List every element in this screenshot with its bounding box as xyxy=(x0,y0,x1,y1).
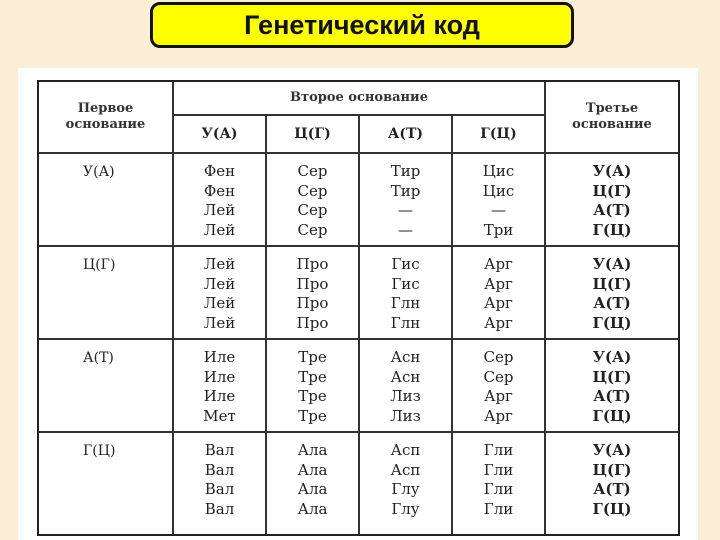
third-base: Ц(Г) xyxy=(592,181,632,200)
amino-acid: Асн xyxy=(390,348,421,366)
amino-acid: Арг xyxy=(484,406,513,425)
amino-acid: Мет xyxy=(203,406,236,425)
amino-acid-column xyxy=(360,340,453,433)
amino-acid: Вал xyxy=(204,460,235,479)
amino-acid-column xyxy=(453,154,546,247)
third-base: А(Т) xyxy=(593,480,631,498)
third-base: У(А) xyxy=(592,441,632,459)
amino-acid: Арг xyxy=(484,313,513,332)
amino-acid: — xyxy=(398,220,413,239)
amino-acid-column xyxy=(453,247,546,340)
amino-acid: Гис xyxy=(391,274,420,293)
page-title: Генетический код xyxy=(244,9,480,40)
amino-acid: Лиз xyxy=(390,387,421,405)
amino-acid: Глу xyxy=(391,480,420,498)
amino-acid: Асп xyxy=(390,441,421,459)
amino-acid: Ала xyxy=(297,480,328,498)
amino-acid: Лей xyxy=(203,201,236,219)
amino-acid-column xyxy=(267,247,360,340)
third-base: Ц(Г) xyxy=(592,274,632,293)
amino-acid-column xyxy=(174,340,267,433)
first-base-label: Г(Ц) xyxy=(39,433,174,534)
third-base: А(Т) xyxy=(593,294,631,312)
amino-acid: Лей xyxy=(203,255,236,273)
third-base-column xyxy=(546,340,678,433)
amino-acid: Тре xyxy=(298,406,327,425)
amino-acid: Вал xyxy=(204,499,235,518)
amino-acid: Арг xyxy=(484,294,513,312)
amino-acid: Цис xyxy=(482,181,515,200)
amino-acid: Лей xyxy=(203,294,236,312)
amino-acid: Сер xyxy=(297,162,328,180)
amino-acid-column xyxy=(174,433,267,534)
amino-acid: Сер xyxy=(297,201,328,219)
genetic-code-table xyxy=(37,80,680,536)
amino-acid: Ала xyxy=(297,460,328,479)
third-base: А(Т) xyxy=(593,201,631,219)
amino-acid: Про xyxy=(296,255,329,273)
amino-acid: Про xyxy=(296,294,329,312)
amino-acid: Асп xyxy=(390,460,421,479)
amino-acid: Лей xyxy=(203,274,236,293)
amino-acid: Сер xyxy=(483,348,514,366)
third-base: А(Т) xyxy=(593,387,631,405)
amino-acid: Арг xyxy=(484,255,513,273)
amino-acid-column xyxy=(267,340,360,433)
amino-acid: Тир xyxy=(390,181,421,200)
amino-acid: Сер xyxy=(483,367,514,386)
first-base-label: У(А) xyxy=(39,154,174,247)
amino-acid: Асн xyxy=(390,367,421,386)
amino-acid: Глн xyxy=(390,313,421,332)
amino-acid-column xyxy=(360,247,453,340)
amino-acid: Иле xyxy=(203,387,236,405)
first-base-label: А(Т) xyxy=(39,340,174,433)
third-base: Ц(Г) xyxy=(592,367,632,386)
third-base: Г(Ц) xyxy=(592,406,632,425)
second-col-header: У(А) xyxy=(174,116,267,154)
amino-acid: Фен xyxy=(203,162,236,180)
amino-acid: Глн xyxy=(390,294,421,312)
amino-acid: Ала xyxy=(297,441,328,459)
amino-acid: — xyxy=(491,201,506,219)
amino-acid: Гли xyxy=(483,460,514,479)
amino-acid: Тре xyxy=(298,387,327,405)
third-base: Г(Ц) xyxy=(592,313,632,332)
amino-acid-column xyxy=(360,433,453,534)
third-base: Г(Ц) xyxy=(592,499,632,518)
second-base-header: Второе основание xyxy=(174,82,546,116)
amino-acid: Про xyxy=(296,313,329,332)
second-col-header: Г(Ц) xyxy=(453,116,546,154)
amino-acid: Лей xyxy=(203,313,236,332)
amino-acid: — xyxy=(398,201,413,219)
amino-acid: Гли xyxy=(483,441,514,459)
second-col-header: Ц(Г) xyxy=(267,116,360,154)
third-base-column xyxy=(546,247,678,340)
third-base: У(А) xyxy=(592,255,632,273)
amino-acid: Цис xyxy=(482,162,515,180)
third-base-header: Третье основание xyxy=(546,82,678,154)
amino-acid-column xyxy=(174,154,267,247)
amino-acid: Гис xyxy=(391,255,420,273)
amino-acid-column xyxy=(267,433,360,534)
amino-acid: Про xyxy=(296,274,329,293)
amino-acid: Тре xyxy=(298,348,327,366)
amino-acid: Арг xyxy=(484,387,513,405)
third-base: У(А) xyxy=(592,162,632,180)
amino-acid: Сер xyxy=(297,220,328,239)
amino-acid: Иле xyxy=(203,367,236,386)
amino-acid: Арг xyxy=(484,274,513,293)
first-base-label: Ц(Г) xyxy=(39,247,174,340)
amino-acid: Фен xyxy=(203,181,236,200)
amino-acid-column xyxy=(360,154,453,247)
amino-acid: Лиз xyxy=(390,406,421,425)
amino-acid-column xyxy=(267,154,360,247)
amino-acid: Лей xyxy=(203,220,236,239)
third-base-column xyxy=(546,433,678,534)
amino-acid: Гли xyxy=(483,480,514,498)
amino-acid: Ала xyxy=(297,499,328,518)
third-base: Ц(Г) xyxy=(592,460,632,479)
amino-acid: Тре xyxy=(298,367,327,386)
amino-acid: Тир xyxy=(390,162,421,180)
second-col-header: А(Т) xyxy=(360,116,453,154)
amino-acid: Вал xyxy=(204,441,235,459)
title-banner xyxy=(150,2,574,48)
amino-acid: Гли xyxy=(483,499,514,518)
first-base-header: Первое основание xyxy=(39,82,174,154)
third-base: Г(Ц) xyxy=(592,220,632,239)
third-base: У(А) xyxy=(592,348,632,366)
amino-acid: Глу xyxy=(391,499,420,518)
amino-acid: Иле xyxy=(203,348,236,366)
amino-acid: Сер xyxy=(297,181,328,200)
amino-acid-column xyxy=(453,433,546,534)
amino-acid-column xyxy=(453,340,546,433)
amino-acid: Вал xyxy=(204,480,235,498)
third-base-column xyxy=(546,154,678,247)
amino-acid-column xyxy=(174,247,267,340)
amino-acid: Три xyxy=(483,220,514,239)
